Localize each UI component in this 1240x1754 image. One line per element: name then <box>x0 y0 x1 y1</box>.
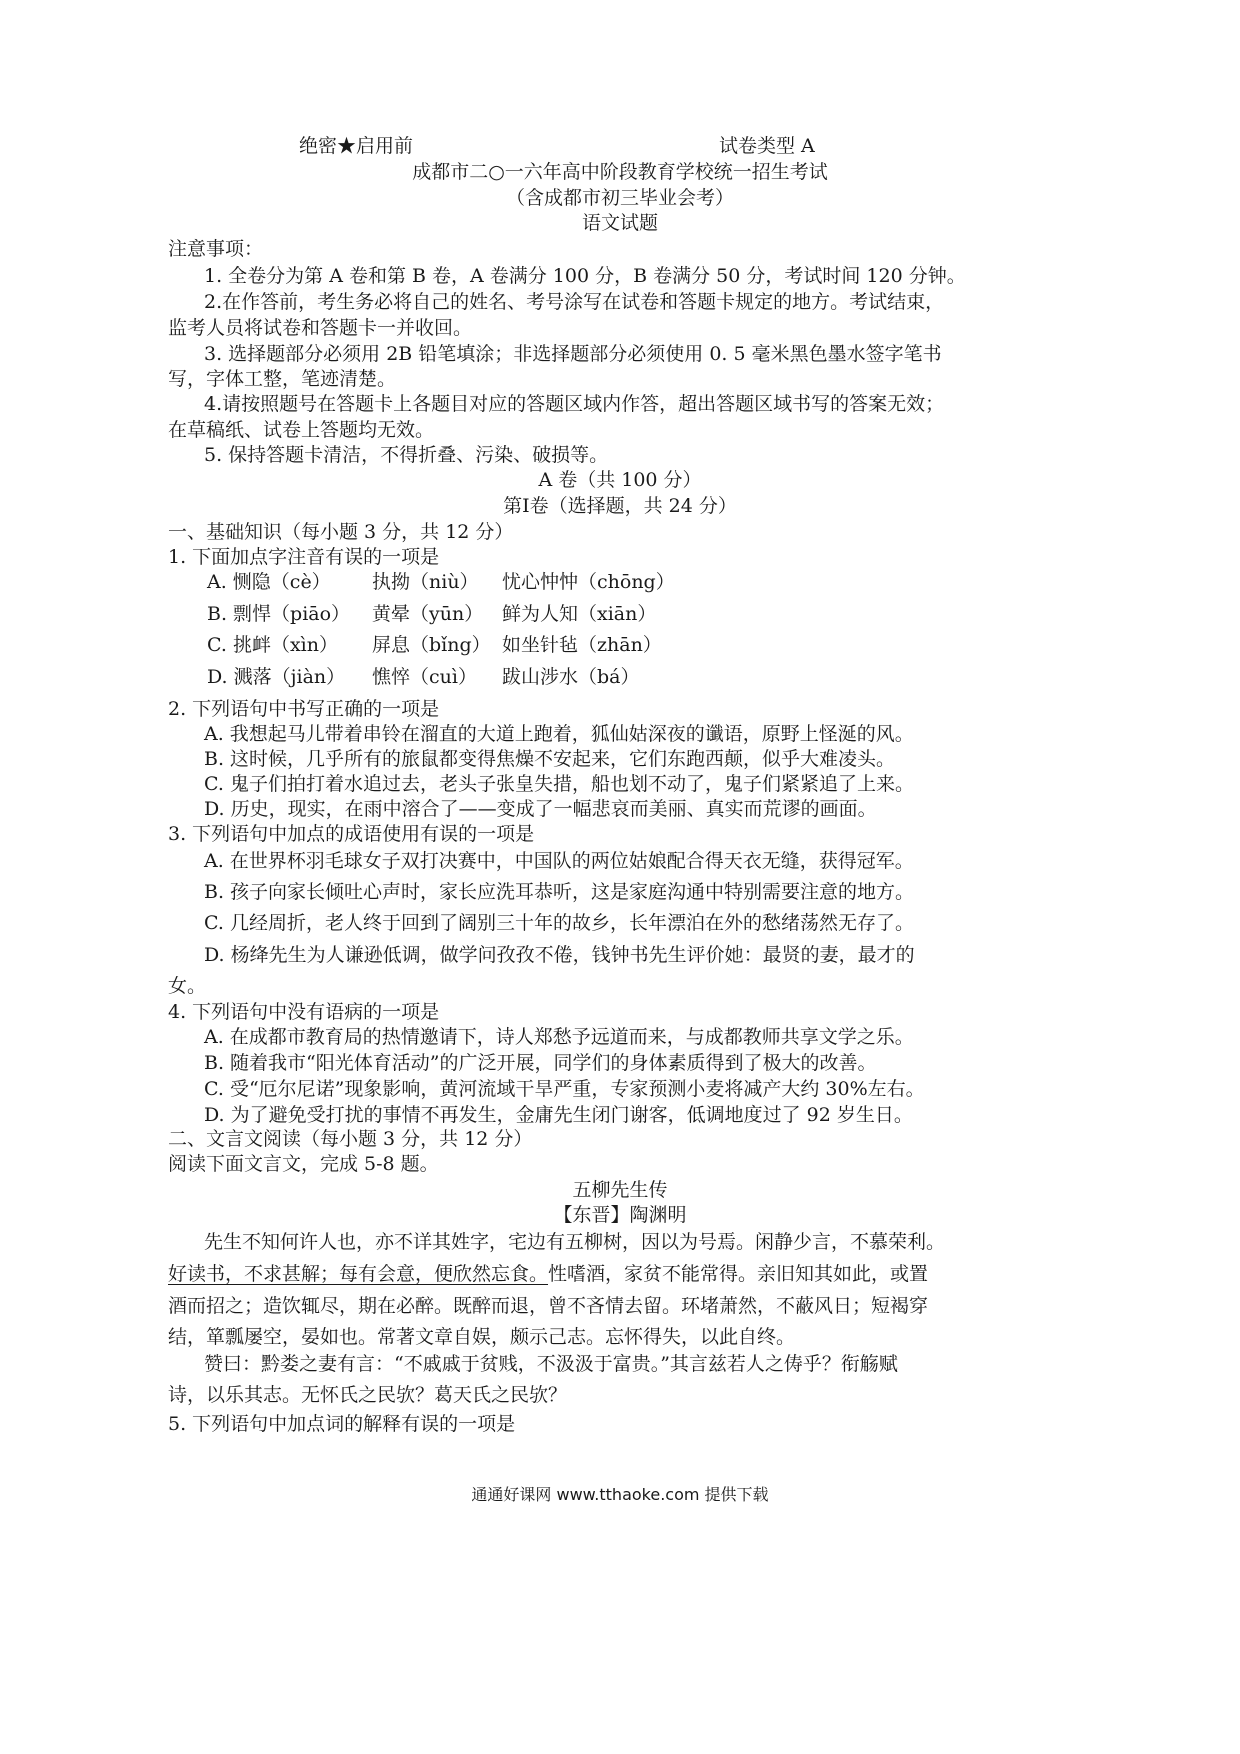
classical-instruction: 阅读下面文言文，完成 5-8 题。 <box>168 1153 439 1175</box>
paper-type-label: 试卷类型 A <box>719 135 815 157</box>
passage-line-2 <box>168 1262 928 1286</box>
q2-option-c: C. 鬼子们拍打着水追过去，老头子张皇失措，船也划不动了，鬼子们紧紧追了上来。 <box>204 773 914 795</box>
note-5: 5. 保持答题卡清洁，不得折叠、污染、破损等。 <box>204 444 609 466</box>
subject-title: 语文试题 <box>581 212 658 234</box>
passage-line-6: 诗，以乐其志。无怀氏之民欤？葛天氏之民欤？ <box>168 1384 568 1406</box>
q2-stem: 2. 下列语句中书写正确的一项是 <box>168 698 440 720</box>
underlined-sentence: 好读书，不求甚解；每有会意，便欣然忘食。 <box>168 1263 549 1285</box>
classical-heading: 二、文言文阅读（每小题 3 分，共 12 分） <box>168 1128 533 1150</box>
passage-title: 五柳先生传 <box>572 1179 668 1201</box>
q4-option-c: C. 受“厄尔尼诺”现象影响，黄河流域干旱严重，专家预测小麦将减产大约 30%左右。 <box>204 1078 925 1100</box>
q1-option-c-2: 屏息（bǐng） <box>372 634 491 656</box>
note-2: 2.在作答前，考生务必将自己的姓名、考号涂写在试卷和答题卡规定的地方。考试结束， <box>204 291 945 313</box>
passage-line-4: 结，箪瓢屡空，晏如也。常著文章自娱，颇示己志。忘怀得失，以此自终。 <box>168 1326 796 1348</box>
section-a-title: A 卷（共 100 分） <box>538 469 702 491</box>
q4-option-b: B. 随着我市“阳光体育活动”的广泛开展，同学们的身体素质得到了极大的改善。 <box>204 1052 877 1074</box>
note-3-cont: 写，字体工整，笔迹清楚。 <box>168 368 397 390</box>
q2-option-a: A. 我想起马儿带着串铃在溜直的大道上跑着，狐仙姑深夜的谶语，原野上怪涎的风。 <box>204 723 914 745</box>
q2-option-d: D. 历史，现实，在雨中溶合了——变成了一幅悲哀而美丽、真实而荒谬的画面。 <box>204 798 877 820</box>
q3-option-c: C. 几经周折，老人终于回到了阔别三十年的故乡，长年漂泊在外的愁绪荡然无存了。 <box>204 912 914 934</box>
q3-option-b: B. 孩子向家长倾吐心声时，家长应洗耳恭听，这是家庭沟通中特别需要注意的地方。 <box>204 881 915 903</box>
q3-option-d-cont: 女。 <box>168 975 207 997</box>
q1-option-c-1: C. 挑衅（xìn） <box>207 634 338 656</box>
q1-option-a-1: A. 恻隐（cè） <box>207 571 331 593</box>
confidential-label: 绝密★启用前 <box>299 135 414 157</box>
passage-line-3: 酒而招之；造饮辄尽，期在必醉。既醉而退，曾不吝情去留。环堵萧然，不蔽风日；短褐穿 <box>168 1295 929 1317</box>
note-4: 4.请按照题号在答题卡上各题目对应的答题区域内作答，超出答题区域书写的答案无效； <box>204 393 945 415</box>
note-4-cont: 在草稿纸、试卷上答题均无效。 <box>168 419 435 441</box>
q1-stem: 1. 下面加点字注音有误的一项是 <box>168 546 440 568</box>
q3-stem: 3. 下列语句中加点的成语使用有误的一项是 <box>168 823 535 845</box>
note-1: 1. 全卷分为第 A 卷和第 B 卷，A 卷满分 100 分，B 卷满分 50 分，考试时间 120 分钟。 <box>204 265 966 287</box>
exam-title: 成都市二○一六年高中阶段教育学校统一招生考试 <box>412 161 828 183</box>
q1-option-d-2: 憔悴（cuì） <box>372 666 477 688</box>
q1-option-d-3: 跋山涉水（bá） <box>502 666 640 688</box>
q5-stem: 5. 下列语句中加点词的解释有误的一项是 <box>168 1413 516 1435</box>
passage-author: 【东晋】陶渊明 <box>553 1204 687 1226</box>
part-1-title: 第Ⅰ卷（选择题，共 24 分） <box>503 495 737 517</box>
q3-option-a: A. 在世界杯羽毛球女子双打决赛中，中国队的两位姑娘配合得天衣无缝，获得冠军。 <box>204 850 914 872</box>
q1-option-c-3: 如坐针毡（zhān） <box>502 634 662 656</box>
q4-option-a: A. 在成都市教育局的热情邀请下，诗人郑愁予远道而来，与成都教师共享文学之乐。 <box>204 1026 914 1048</box>
q1-option-b-1: B. 剽悍（piāo） <box>207 603 351 625</box>
notes-heading: 注意事项： <box>168 238 264 260</box>
q1-option-a-3: 忧心忡忡（chōng） <box>502 571 675 593</box>
q3-option-d: D. 杨绛先生为人谦逊低调，做学问孜孜不倦，钱钟书先生评价她：最贤的妻，最才的 <box>204 944 915 966</box>
basics-heading: 一、基础知识（每小题 3 分，共 12 分） <box>168 521 514 543</box>
exam-subtitle: （含成都市初三毕业会考） <box>505 187 734 209</box>
q4-stem: 4. 下列语句中没有语病的一项是 <box>168 1001 440 1023</box>
note-3: 3. 选择题部分必须用 2B 铅笔填涂；非选择题部分必须使用 0. 5 毫米黑色墨水签字笔书 <box>204 343 942 365</box>
passage-line-5: 赞曰：黔娄之妻有言：“不戚戚于贫贱，不汲汲于富贵。”其言兹若人之俦乎？衔觞赋 <box>204 1353 898 1375</box>
note-2-cont: 监考人员将试卷和答题卡一并收回。 <box>168 317 473 339</box>
q2-option-b: B. 这时候，几乎所有的旅鼠都变得焦燥不安起来，它们东跑西颠，似乎大难凌头。 <box>204 748 896 770</box>
q1-option-b-3: 鲜为人知（xiān） <box>502 603 657 625</box>
q1-option-d-1: D. 溅落（jiàn） <box>207 666 346 688</box>
q1-option-a-2: 执拗（niù） <box>372 571 479 593</box>
q4-option-d: D. 为了避免受打扰的事情不再发生，金庸先生闭门谢客，低调地度过了 92 岁生日。 <box>204 1104 913 1126</box>
q1-option-b-2: 黄晕（yūn） <box>372 603 484 625</box>
footer-credit: 通通好课网 www.tthaoke.com 提供下载 <box>471 1485 769 1504</box>
passage-line-1: 先生不知何许人也，亦不详其姓字，宅边有五柳树，因以为号焉。闲静少言，不慕荣利。 <box>204 1231 946 1253</box>
passage-line-2-rest: 性嗜酒，家贫不能常得。亲旧知其如此，或置 <box>548 1263 929 1285</box>
